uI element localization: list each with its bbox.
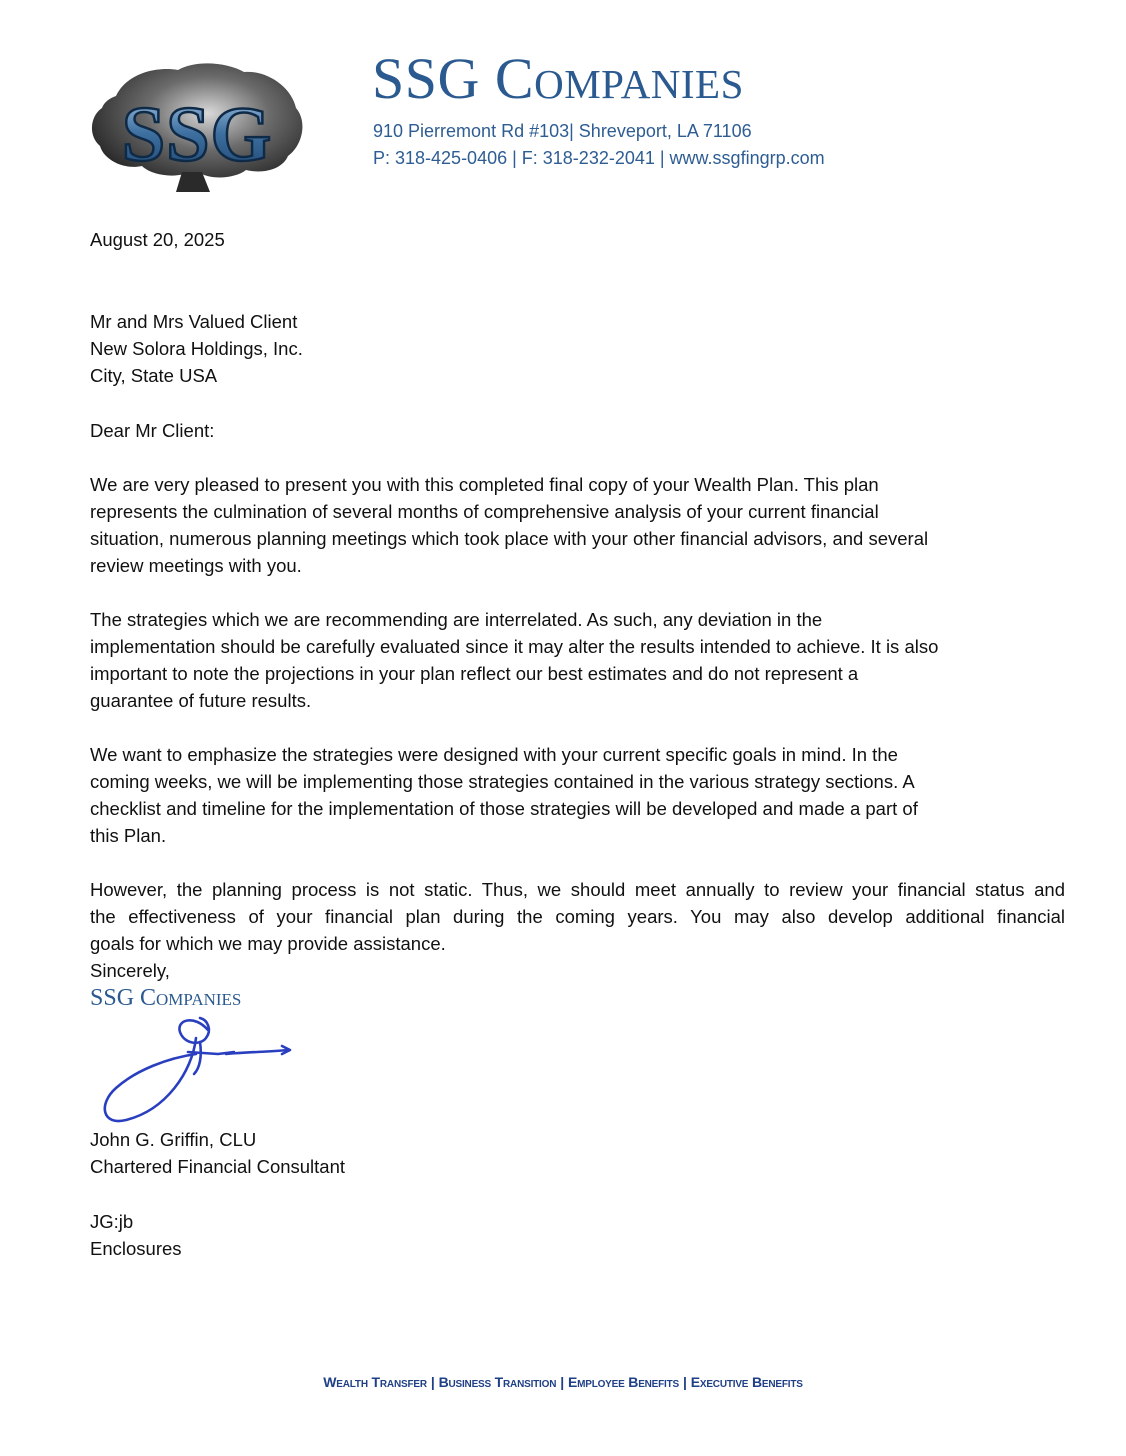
paragraph-line: review meetings with you.: [90, 555, 302, 576]
salutation: Dear Mr Client:: [90, 420, 215, 441]
footer-separator: |: [683, 1374, 687, 1390]
footer-service: Executive Benefits: [690, 1374, 803, 1390]
reference-block: [90, 1208, 182, 1262]
signature-company: SSG Companies: [90, 985, 242, 1011]
company-name: SSG Companies: [372, 46, 744, 111]
typist-initials: JG:jb: [90, 1211, 134, 1232]
paragraph-line: represents the culmination of several months of comprehensive analysis of your current financial: [90, 501, 879, 522]
paragraph-line: We are very pleased to present you with this completed final copy of your Wealth Plan. This plan: [90, 474, 879, 495]
recipient-name: Mr and Mrs Valued Client: [90, 311, 298, 332]
paragraph-line: checklist and timeline for the implementation of those strategies will be developed and made a part of: [90, 798, 918, 819]
paragraph-3: [90, 741, 1065, 849]
recipient-block: [90, 308, 303, 389]
paragraph-line: this Plan.: [90, 825, 167, 846]
company-logo: [86, 56, 308, 196]
paragraph-1: [90, 471, 1065, 579]
paragraph-line: implementation should be carefully evaluated since it may alter the results intended to achieve. It is also: [90, 636, 939, 657]
signer-title: Chartered Financial Consultant: [90, 1156, 346, 1177]
paragraph-line: goals for which we may provide assistance.: [90, 933, 446, 954]
footer-service: Employee Benefits: [567, 1374, 680, 1390]
footer-service: Wealth Transfer: [323, 1374, 427, 1390]
logo-text: SSG: [121, 90, 273, 177]
paragraph-4: [90, 876, 1065, 957]
paragraph-line: coming weeks, we will be implementing those strategies contained in the various strategy sections. A: [90, 771, 915, 792]
company-address: 910 Pierremont Rd #103| Shreveport, LA 71106: [373, 121, 752, 141]
footer-separator: |: [560, 1374, 564, 1390]
letter-date: August 20, 2025: [90, 229, 225, 250]
handwritten-signature: [96, 1012, 296, 1127]
company-contact: P: 318-425-0406 | F: 318-232-2041 | www.ssgfingrp.com: [373, 148, 825, 168]
recipient-location: City, State USA: [90, 365, 218, 386]
signer-name: John G. Griffin, CLU: [90, 1129, 257, 1150]
closing: Sincerely,: [90, 960, 170, 981]
enclosures-note: Enclosures: [90, 1238, 182, 1259]
recipient-company: New Solora Holdings, Inc.: [90, 338, 303, 359]
paragraph-line: guarantee of future results.: [90, 690, 312, 711]
footer-services: [0, 1374, 1126, 1390]
paragraph-line: The strategies which we are recommending are interrelated. As such, any deviation in the: [90, 609, 823, 630]
paragraph-2: [90, 606, 1065, 714]
footer-service: Business Transition: [438, 1374, 557, 1390]
signer-block: [90, 1126, 345, 1180]
footer-separator: |: [430, 1374, 435, 1390]
paragraph-line: However, the planning process is not static. Thus, we should meet annually to review your financial status and: [90, 879, 1065, 900]
paragraph-line: the effectiveness of your financial plan during the coming years. You may also develop additional financial: [90, 906, 1065, 927]
paragraph-line: situation, numerous planning meetings which took place with your other financial advisors, and several: [90, 528, 929, 549]
paragraph-line: important to note the projections in your plan reflect our best estimates and do not represent a: [90, 663, 859, 684]
paragraph-line: We want to emphasize the strategies were designed with your current specific goals in mind. In the: [90, 744, 898, 765]
